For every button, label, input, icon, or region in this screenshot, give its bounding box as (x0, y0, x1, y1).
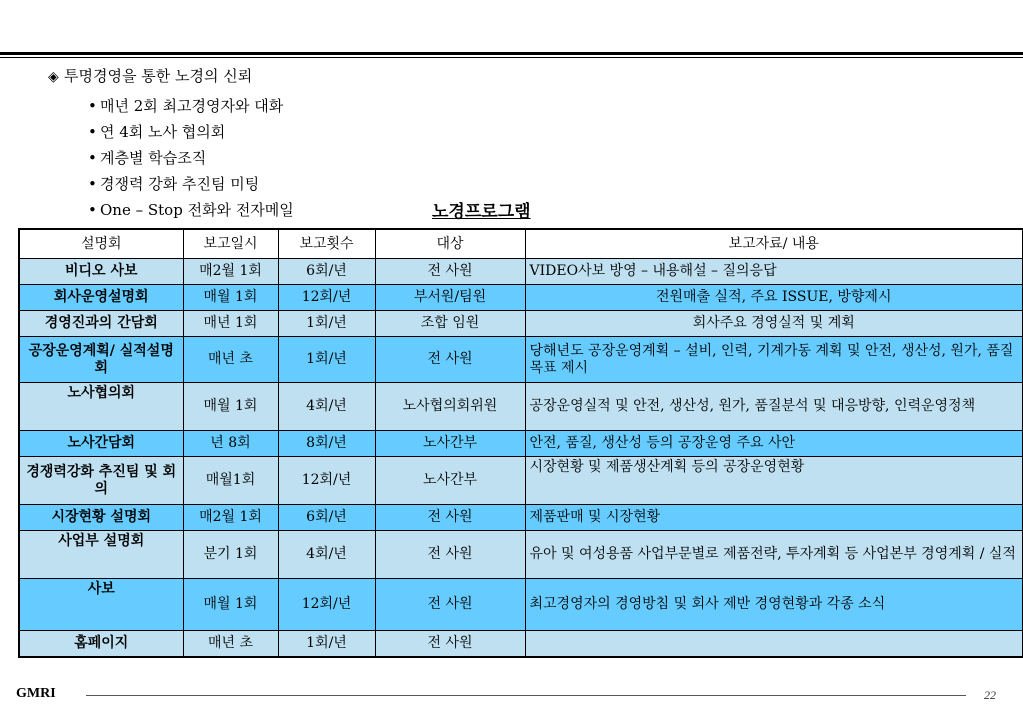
bullet-dot-icon: • (88, 97, 97, 115)
cell-session: 경영진과의 간담회 (19, 311, 183, 337)
bullet-dot-icon: • (88, 123, 97, 141)
list-item: • 매년 2회 최고경영자와 대화 (88, 93, 294, 119)
list-item: • 계층별 학습조직 (88, 145, 294, 171)
table-title: 노경프로그램 (432, 202, 531, 222)
column-header: 대상 (375, 229, 525, 259)
cell-target: 전 사원 (375, 531, 525, 579)
bullet-dot-icon: • (88, 149, 97, 167)
top-rule (0, 52, 1023, 55)
cell-content: 최고경영자의 경영방침 및 회사 제반 경영현황과 각종 소식 (525, 579, 1023, 631)
cell-target: 전 사원 (375, 337, 525, 383)
cell-session: 노사간담회 (19, 431, 183, 457)
cell-content: 당해년도 공장운영계획 – 설비, 인력, 기계가동 계획 및 안전, 생산성, 원가, 품질목표 제시 (525, 337, 1023, 383)
top-rule-thin (0, 57, 1023, 58)
cell-content: 회사주요 경영실적 및 계획 (525, 311, 1023, 337)
cell-target: 전 사원 (375, 505, 525, 531)
section-heading (48, 66, 252, 87)
bullet-list (88, 93, 294, 223)
program-table (18, 228, 1023, 658)
cell-target: 전 사원 (375, 631, 525, 657)
cell-date: 매월 1회 (183, 285, 278, 311)
cell-target: 노사협의회위원 (375, 383, 525, 431)
cell-date: 매년 초 (183, 631, 278, 657)
column-header: 보고자료/ 내용 (525, 229, 1023, 259)
cell-content: 제품판매 및 시장현황 (525, 505, 1023, 531)
cell-target: 부서원/팀원 (375, 285, 525, 311)
cell-content: 안전, 품질, 생산성 등의 공장운영 주요 사안 (525, 431, 1023, 457)
cell-session: 사보 (19, 579, 183, 631)
bullet-dot-icon: • (88, 175, 97, 193)
cell-date: 매월 1회 (183, 579, 278, 631)
cell-target: 전 사원 (375, 579, 525, 631)
cell-content (525, 631, 1023, 657)
table-row (19, 285, 1023, 311)
list-item: • 경쟁력 강화 추진팀 미팅 (88, 171, 294, 197)
bullet-dot-icon: • (88, 201, 97, 219)
cell-session: 홈페이지 (19, 631, 183, 657)
cell-date: 매월1회 (183, 457, 278, 505)
cell-content: 공장운영실적 및 안전, 생산성, 원가, 품질분석 및 대응방향, 인력운영정책 (525, 383, 1023, 431)
cell-content: 시장현황 및 제품생산계획 등의 공장운영현황 (525, 457, 1023, 505)
cell-date: 매2월 1회 (183, 505, 278, 531)
cell-count: 1회/년 (278, 631, 375, 657)
cell-date: 매년 초 (183, 337, 278, 383)
cell-session: 시장현황 설명회 (19, 505, 183, 531)
cell-content: VIDEO사보 방영 – 내용해설 – 질의응답 (525, 259, 1023, 285)
cell-count: 12회/년 (278, 579, 375, 631)
cell-count: 12회/년 (278, 457, 375, 505)
cell-count: 1회/년 (278, 337, 375, 383)
table-header-row (19, 229, 1023, 259)
list-item: • 연 4회 노사 협의회 (88, 119, 294, 145)
cell-date: 분기 1회 (183, 531, 278, 579)
cell-date: 매년 1회 (183, 311, 278, 337)
cell-target: 노사간부 (375, 431, 525, 457)
cell-date: 매2월 1회 (183, 259, 278, 285)
cell-session: 사업부 설명회 (19, 531, 183, 579)
table-row (19, 383, 1023, 431)
page-number: 22 (984, 688, 996, 702)
cell-count: 6회/년 (278, 259, 375, 285)
section-heading-text: 투명경영을 통한 노경의 신뢰 (64, 67, 253, 85)
footer-rule (86, 695, 966, 696)
table-row (19, 311, 1023, 337)
table-row (19, 259, 1023, 285)
cell-session: 노사협의회 (19, 383, 183, 431)
cell-content: 유아 및 여성용품 사업부문별로 제품전략, 투자계획 등 사업본부 경영계획 / 실적 (525, 531, 1023, 579)
cell-target: 노사간부 (375, 457, 525, 505)
cell-session: 비디오 사보 (19, 259, 183, 285)
footer-brand: GMRI (16, 686, 56, 701)
cell-session: 회사운영설명회 (19, 285, 183, 311)
cell-date: 매월 1회 (183, 383, 278, 431)
cell-target: 전 사원 (375, 259, 525, 285)
table-row (19, 531, 1023, 579)
cell-count: 8회/년 (278, 431, 375, 457)
table-row (19, 505, 1023, 531)
cell-session: 공장운영계획/ 실적설명회 (19, 337, 183, 383)
cell-count: 4회/년 (278, 383, 375, 431)
table-row (19, 579, 1023, 631)
table-row (19, 431, 1023, 457)
cell-content: 전원매출 실적, 주요 ISSUE, 방향제시 (525, 285, 1023, 311)
cell-target: 조합 임원 (375, 311, 525, 337)
cell-count: 1회/년 (278, 311, 375, 337)
cell-count: 6회/년 (278, 505, 375, 531)
diamond-bullet-icon: ◈ (48, 69, 59, 85)
column-header: 보고횟수 (278, 229, 375, 259)
cell-count: 4회/년 (278, 531, 375, 579)
cell-count: 12회/년 (278, 285, 375, 311)
column-header: 보고일시 (183, 229, 278, 259)
list-item: • One – Stop 전화와 전자메일 (88, 197, 294, 223)
cell-date: 년 8회 (183, 431, 278, 457)
column-header: 설명회 (19, 229, 183, 259)
table-row (19, 631, 1023, 657)
table-row (19, 457, 1023, 505)
cell-session: 경쟁력강화 추진팀 및 회의 (19, 457, 183, 505)
table-row (19, 337, 1023, 383)
